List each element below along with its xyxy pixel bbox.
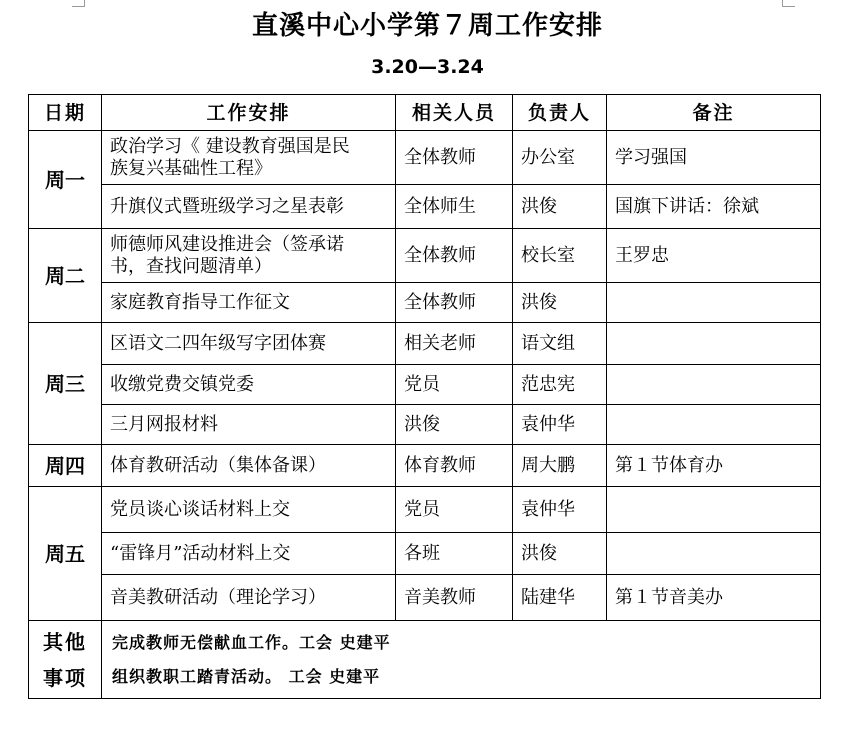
note-cell: 学习强国 xyxy=(607,131,821,185)
note-cell xyxy=(607,323,821,365)
task-line: 党员谈心谈话材料上交 xyxy=(110,498,290,520)
task-line: 书，查找问题清单） xyxy=(110,255,272,277)
owner-cell: 袁仲华 xyxy=(513,405,607,445)
other-label-line: 事项 xyxy=(43,665,87,690)
people-cell: 音美教师 xyxy=(396,575,513,621)
table-row xyxy=(29,405,821,445)
task-cell xyxy=(102,323,396,365)
schedule-table-body xyxy=(29,95,821,699)
task-cell xyxy=(102,365,396,405)
task-cell xyxy=(102,229,396,283)
task-cell xyxy=(102,185,396,229)
owner-cell: 周大鹏 xyxy=(513,445,607,487)
task-cell xyxy=(102,445,396,487)
note-cell xyxy=(607,365,821,405)
other-item: 完成教师无偿献血工作。工会 史建平 xyxy=(112,632,391,652)
table-row xyxy=(29,229,821,283)
table-row xyxy=(29,323,821,365)
owner-cell: 洪俊 xyxy=(513,283,607,323)
task-cell xyxy=(102,487,396,533)
task-line: 音美教研活动（理论学习） xyxy=(110,586,326,608)
day-cell: 周五 xyxy=(29,487,102,621)
note-cell xyxy=(607,487,821,533)
owner-cell: 办公室 xyxy=(513,131,607,185)
owner-cell: 范忠宪 xyxy=(513,365,607,405)
header-note: 备注 xyxy=(607,95,821,131)
owner-cell: 陆建华 xyxy=(513,575,607,621)
owner-cell: 袁仲华 xyxy=(513,487,607,533)
people-cell: 相关老师 xyxy=(396,323,513,365)
other-item: 组织教职工踏青活动。 工会 史建平 xyxy=(112,666,381,686)
task-line: 家庭教育指导工作征文 xyxy=(110,291,290,313)
task-line: 师德师风建设推进会（签承诺 xyxy=(110,233,344,255)
owner-cell: 语文组 xyxy=(513,323,607,365)
header-date: 日期 xyxy=(29,95,102,131)
people-cell: 全体教师 xyxy=(396,229,513,283)
task-cell xyxy=(102,405,396,445)
task-line: 政治学习《 建设教育强国是民 xyxy=(110,135,350,157)
people-cell: 党员 xyxy=(396,487,513,533)
task-cell xyxy=(102,533,396,575)
task-line: 三月网报材料 xyxy=(110,413,218,435)
date-range: 3.20—3.24 xyxy=(371,56,484,78)
day-cell: 周一 xyxy=(29,131,102,229)
note-cell xyxy=(607,533,821,575)
people-cell: 洪俊 xyxy=(396,405,513,445)
task-line: 收缴党费交镇党委 xyxy=(110,373,254,395)
page-title: 直溪中心小学第７周工作安排 xyxy=(251,11,603,41)
people-cell: 各班 xyxy=(396,533,513,575)
note-cell xyxy=(607,283,821,323)
task-cell xyxy=(102,131,396,185)
header-task: 工作安排 xyxy=(102,95,396,131)
other-content-cell xyxy=(102,621,821,699)
day-cell: 周四 xyxy=(29,445,102,487)
note-cell: 国旗下讲话：徐斌 xyxy=(607,185,821,229)
note-cell: 第１节体育办 xyxy=(607,445,821,487)
table-row xyxy=(29,533,821,575)
task-line: 区语文二四年级写字团体赛 xyxy=(110,332,326,354)
table-row xyxy=(29,185,821,229)
schedule-table xyxy=(28,94,821,699)
note-cell: 王罗忠 xyxy=(607,229,821,283)
task-line: 升旗仪式暨班级学习之星表彰 xyxy=(110,195,344,217)
task-line: “雷锋月”活动材料上交 xyxy=(110,542,291,564)
note-cell xyxy=(607,405,821,445)
task-cell xyxy=(102,575,396,621)
day-cell: 周二 xyxy=(29,229,102,323)
task-cell xyxy=(102,283,396,323)
header-owner: 负责人 xyxy=(513,95,607,131)
note-cell: 第１节音美办 xyxy=(607,575,821,621)
day-cell: 周三 xyxy=(29,323,102,445)
other-label-line: 其他 xyxy=(43,629,87,654)
table-row xyxy=(29,283,821,323)
table-row xyxy=(29,131,821,185)
people-cell: 全体教师 xyxy=(396,283,513,323)
owner-cell: 洪俊 xyxy=(513,533,607,575)
table-row xyxy=(29,445,821,487)
header-people: 相关人员 xyxy=(396,95,513,131)
owner-cell: 校长室 xyxy=(513,229,607,283)
people-cell: 体育教师 xyxy=(396,445,513,487)
table-row xyxy=(29,575,821,621)
task-line: 体育教研活动（集体备课） xyxy=(110,454,326,476)
header-row xyxy=(29,95,821,131)
other-label-cell xyxy=(29,621,102,699)
table-row xyxy=(29,487,821,533)
other-row xyxy=(29,621,821,699)
task-line: 族复兴基础性工程》 xyxy=(110,157,272,179)
table-row xyxy=(29,365,821,405)
people-cell: 全体教师 xyxy=(396,131,513,185)
people-cell: 全体师生 xyxy=(396,185,513,229)
owner-cell: 洪俊 xyxy=(513,185,607,229)
people-cell: 党员 xyxy=(396,365,513,405)
